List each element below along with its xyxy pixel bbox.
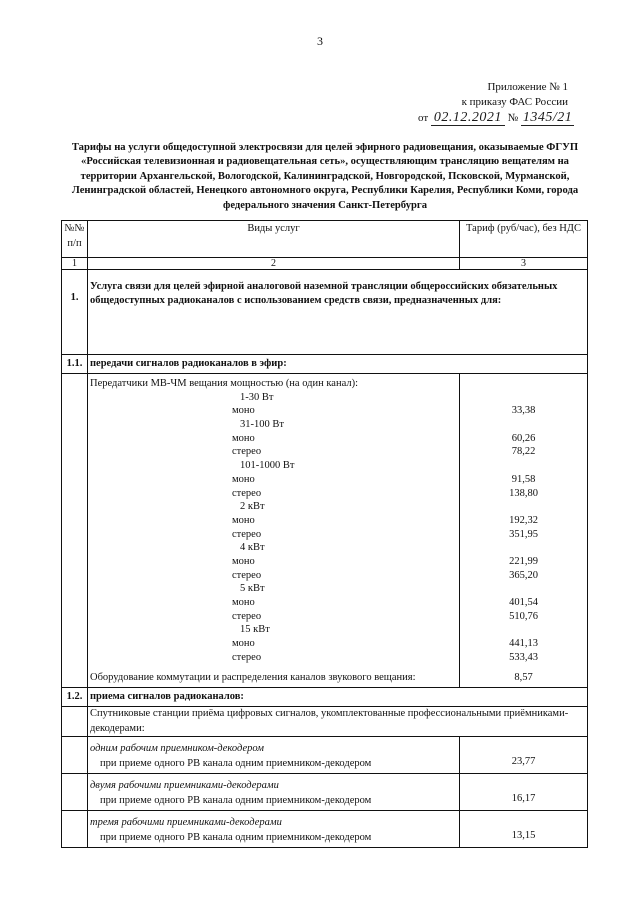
receiver-line-label: при приеме одного РВ канала одним приемником-декодером <box>100 832 372 844</box>
section-number: 1.2. <box>62 688 88 707</box>
order-date: 02.12.2021 <box>431 110 505 126</box>
header-col-services: Виды услуг <box>88 221 460 258</box>
section-1-2-row <box>62 688 588 707</box>
mode-label: моно <box>232 473 255 485</box>
empty-cell <box>62 374 88 688</box>
transmitters-labels <box>88 374 460 688</box>
tariff-value: 351,95 <box>509 528 538 540</box>
receiver-description <box>88 811 460 848</box>
appendix-from: от <box>418 112 429 124</box>
receiver-description <box>88 774 460 811</box>
tariff-value: 365,20 <box>509 569 538 581</box>
power-label: 5 кВт <box>240 583 265 595</box>
empty-cell <box>62 811 88 848</box>
transmitters-values <box>460 374 588 688</box>
empty-cell <box>62 774 88 811</box>
receivers-body <box>62 737 588 848</box>
power-label: 101-1000 Вт <box>240 460 295 472</box>
satellite-row <box>62 707 588 737</box>
section-description: приема сигналов радиоканалов: <box>88 688 588 707</box>
receiver-description <box>88 737 460 774</box>
appendix-line-2: к приказу ФАС России <box>461 96 568 108</box>
tariff-value: 91,58 <box>511 473 536 485</box>
receiver-line-label: при приеме одного РВ канала одним приемником-декодером <box>100 758 372 770</box>
appendix-no-sign: № <box>507 112 519 124</box>
mode-label: стерео <box>232 446 262 458</box>
section-number: 1. <box>62 270 88 355</box>
tariff-value: 441,13 <box>509 638 538 650</box>
column-number: 1 <box>62 258 88 270</box>
tariff-value: 78,22 <box>511 446 536 458</box>
tariff-value: 192,32 <box>509 514 538 526</box>
empty-cell <box>62 737 88 774</box>
tariff-value: 23,77 <box>460 737 588 774</box>
column-number: 3 <box>460 258 588 270</box>
tariff-value <box>462 623 585 637</box>
transmitters-heading: Передатчики МВ-ЧМ вещания мощностью (на один канал): <box>90 378 358 389</box>
tariff-table <box>61 220 588 848</box>
appendix-block <box>418 80 573 126</box>
tariff-value <box>462 459 585 473</box>
tariff-value: 33,38 <box>511 405 536 417</box>
mode-label: моно <box>232 405 255 417</box>
tariff-value: 533,43 <box>509 651 538 663</box>
section-number: 1.1. <box>62 355 88 374</box>
column-numbers-row <box>62 258 588 270</box>
tariff-value: 13,15 <box>460 811 588 848</box>
receiver-line-label: при приеме одного РВ канала одним приемником-декодером <box>100 795 372 807</box>
mode-label: стерео <box>232 651 262 663</box>
tariff-value: 401,54 <box>509 597 538 608</box>
power-label: 31-100 Вт <box>240 419 284 431</box>
power-label: 4 кВт <box>240 542 265 554</box>
header-col-number: №№ п/п <box>62 221 88 258</box>
mode-label: моно <box>232 514 255 526</box>
power-label: 1-30 Вт <box>240 391 274 403</box>
page-number: 3 <box>317 34 323 48</box>
tariff-value <box>462 391 585 405</box>
order-number: 1345/21 <box>522 110 573 125</box>
tariff-value: 16,17 <box>460 774 588 811</box>
section-1-1-row <box>62 355 588 374</box>
mode-label: стерео <box>232 528 262 540</box>
mode-label: стерео <box>232 569 262 581</box>
power-label: 2 кВт <box>240 501 265 513</box>
receiver-group-label: одним рабочим приемником-декодером <box>90 743 264 755</box>
section-description: Услуга связи для целей эфирной аналоговой наземной трансляции общероссийских обязательных общедоступных радиоканалов с использованием средств связи, предназначенных для: <box>88 270 588 355</box>
tariff-value: 510,76 <box>509 610 538 622</box>
tariff-value <box>462 500 585 514</box>
header-col-tariff: Тариф (руб/час), без НДС <box>460 221 588 258</box>
switching-label: Оборудование коммутации и распределения каналов звукового вещания: <box>90 672 416 684</box>
transmitter-label-list <box>90 391 457 665</box>
tariff-value: 221,99 <box>509 555 538 567</box>
receiver-group-label: двумя рабочими приемниками-декодерами <box>90 780 279 792</box>
mode-label: моно <box>232 555 255 567</box>
mode-label: моно <box>232 638 255 650</box>
column-number: 2 <box>88 258 460 270</box>
receiver-group-label: тремя рабочими приемниками-декодерами <box>90 817 282 829</box>
satellite-description: Спутниковые станции приёма цифровых сигналов, укомплектованные профессиональными приёмниками-декодерами: <box>88 707 588 737</box>
mode-label: моно <box>232 597 255 608</box>
power-label: 15 кВт <box>240 624 270 636</box>
transmitters-row <box>62 374 588 688</box>
tariff-value <box>462 541 585 555</box>
tariff-value <box>462 418 585 432</box>
section-description: передачи сигналов радиоканалов в эфир: <box>88 355 588 374</box>
document-title: Тарифы на услуги общедоступной электросвязи для целей эфирного радиовещания, оказываемые ФГУП «Российская телевизионная и радиовещательная сеть», осуществляющим трансляцию вещателям на территории Архангельской, Вологодской, Калининградской, Новгородской, Псковской, Мурманской, Ленинградской областей, Ненецкого автономного округа, Республики Карелия, Республики Коми, города федерального значения Санкт-Петербурга <box>71 142 579 211</box>
receiver-row <box>62 811 588 848</box>
transmitter-value-list <box>462 391 585 665</box>
tariff-value: 60,26 <box>511 432 536 444</box>
switching-value: 8,57 <box>514 672 533 684</box>
mode-label: стерео <box>232 610 262 622</box>
receiver-row <box>62 774 588 811</box>
section-1-row <box>62 270 588 355</box>
tariff-value <box>462 582 585 596</box>
spacer <box>462 377 585 391</box>
appendix-order-line <box>418 110 573 126</box>
mode-label: моно <box>232 432 255 444</box>
table-header-row <box>62 221 588 258</box>
empty-cell <box>62 707 88 737</box>
receiver-row <box>62 737 588 774</box>
appendix-line-1: Приложение № 1 <box>487 81 568 93</box>
mode-label: стерео <box>232 487 262 499</box>
tariff-value: 138,80 <box>509 487 538 499</box>
